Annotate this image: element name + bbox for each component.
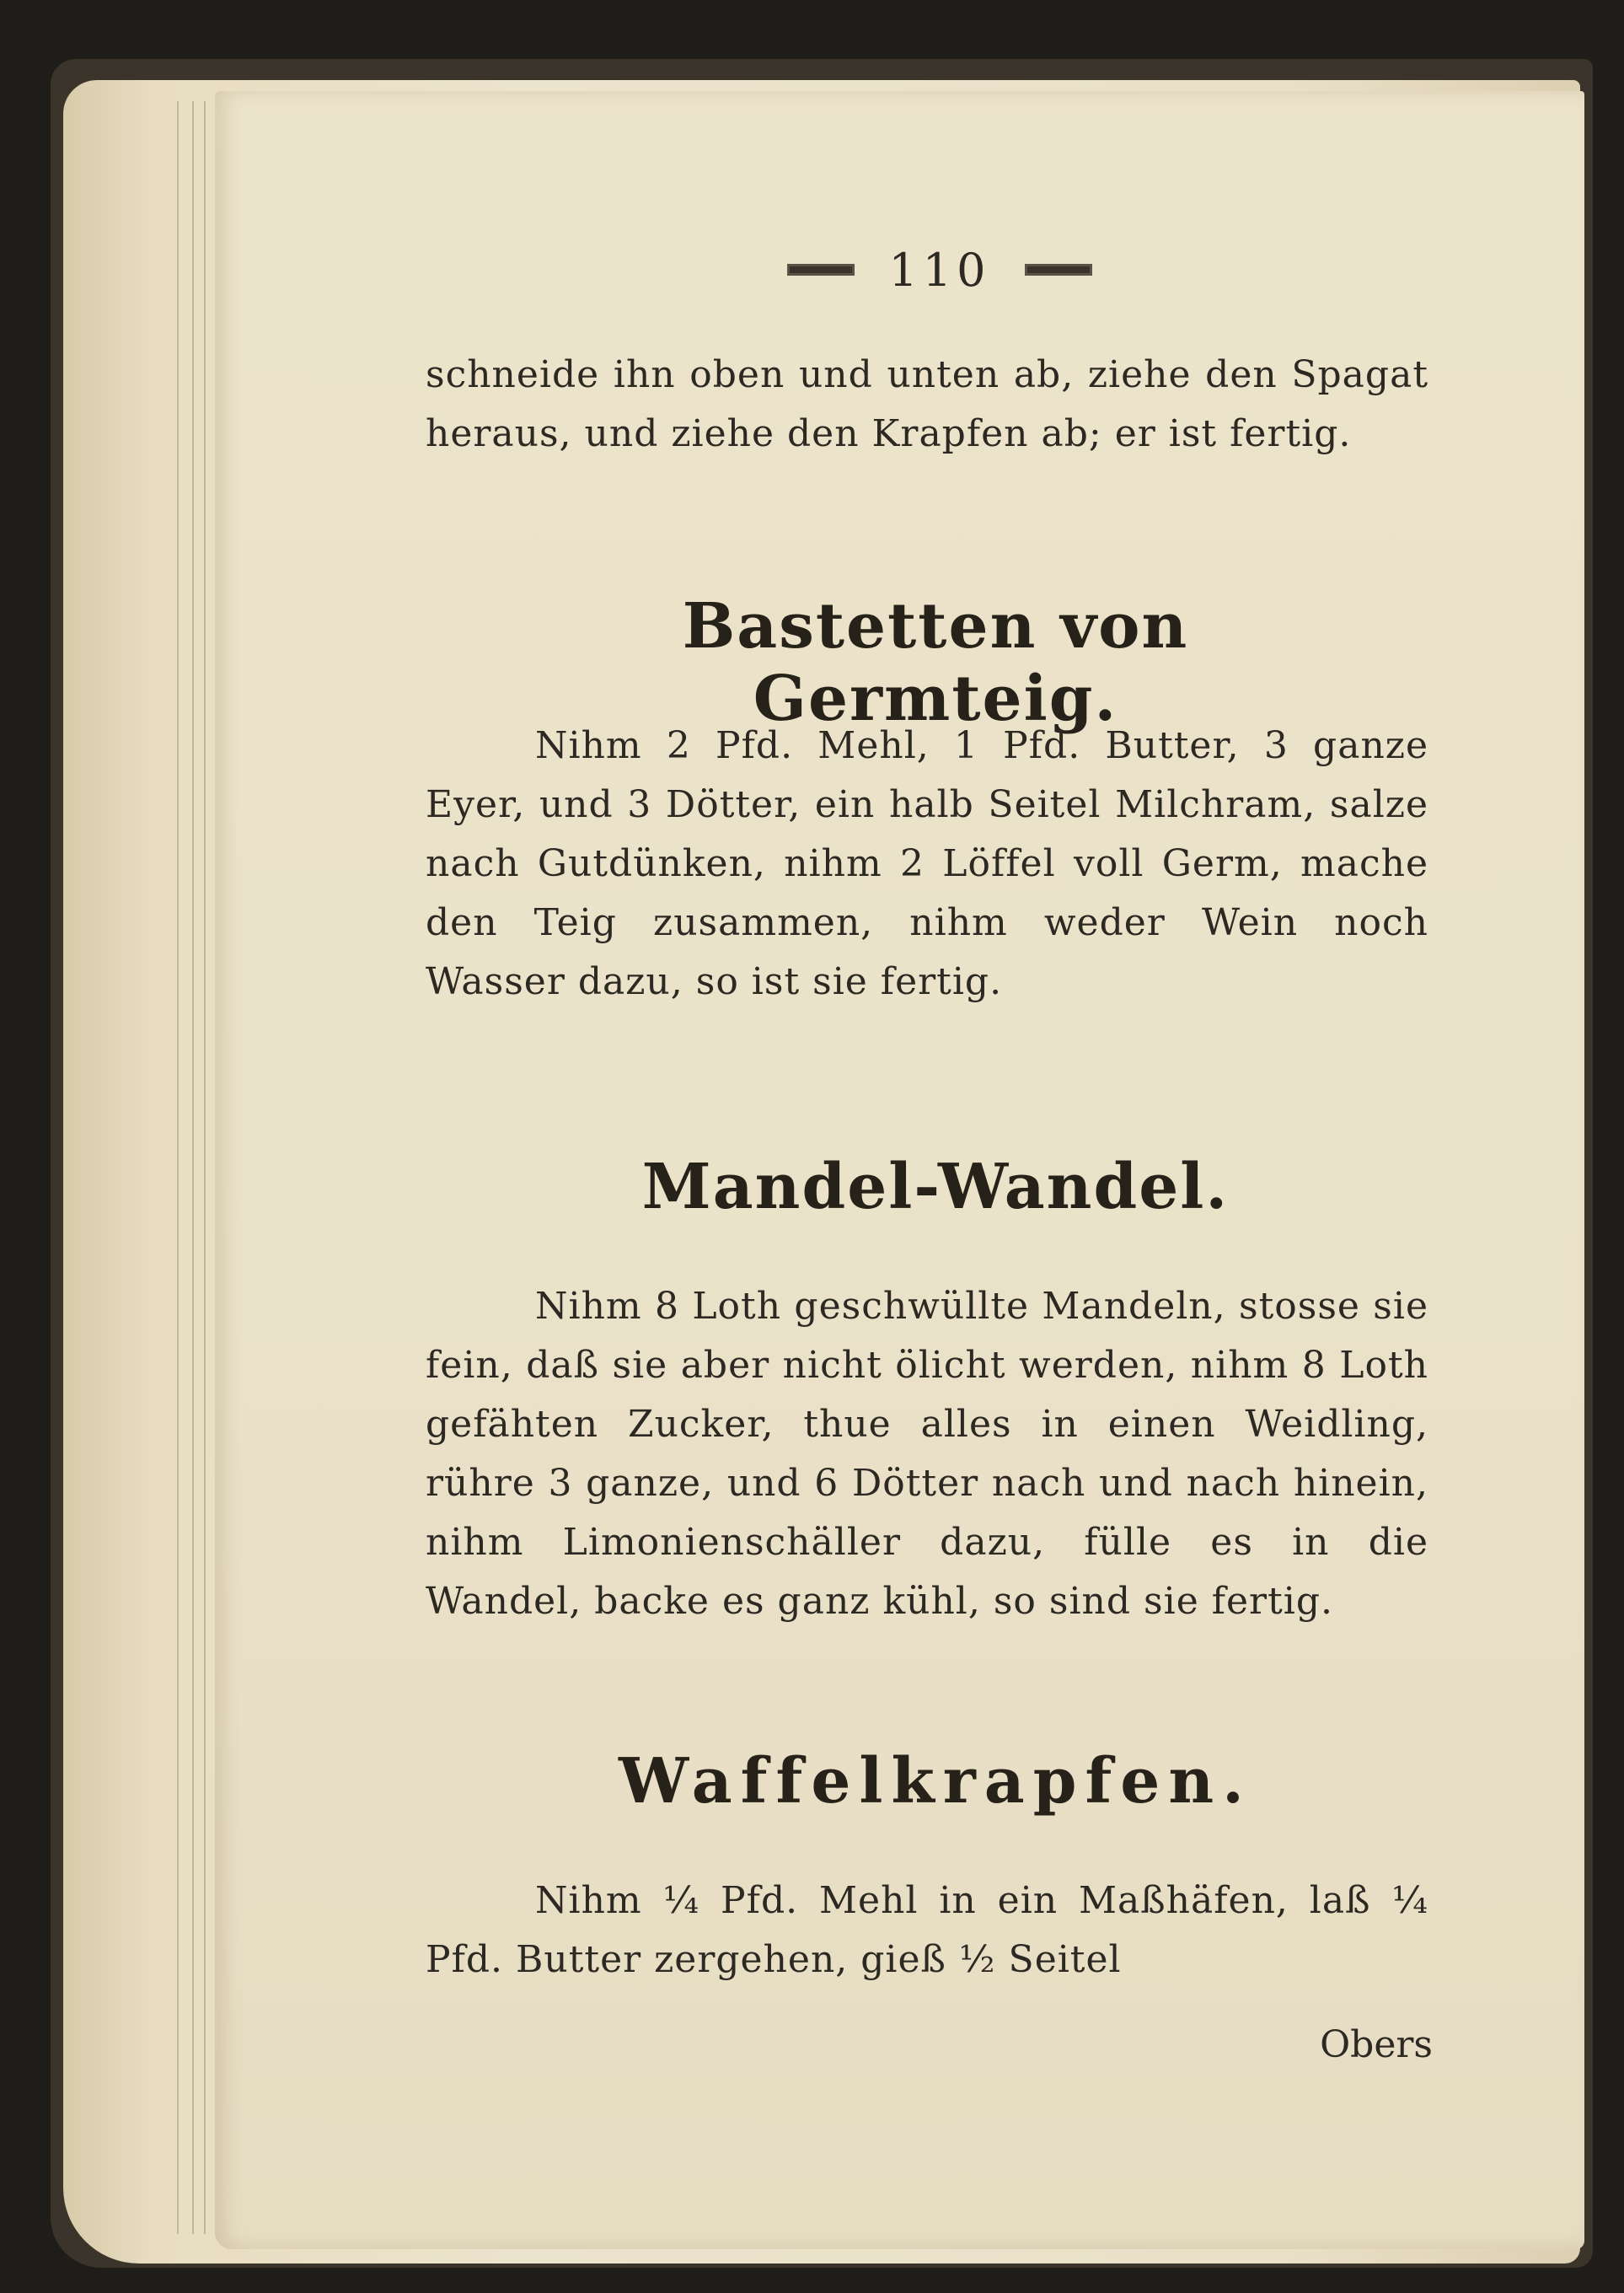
header-ornament-left (787, 264, 855, 276)
page-number: 110 (888, 243, 991, 297)
page-edge-line (192, 101, 194, 2234)
page-header (750, 240, 1129, 299)
recipe-heading-bastetten: Bastetten von Germteig. (682, 590, 1189, 735)
recipe-text-continued: schneide ihn oben und unten ab, ziehe den Spagat heraus, und ziehe den Krapfen ab; er ist fertig. (426, 353, 1428, 455)
recipe-text-mandel-wandel: Nihm 8 Loth geschwüllte Mandeln, stosse sie fein, daß sie aber nicht ölicht werden, nihm 8 Loth gefähten Zucker, thue alles in einen Weidling, rühre 3 ganze, und 6 Dötter nach und nach hinein, nihm Limonienschäller dazu, fülle es in die Wandel, backe es ganz kühl, so sind sie fertig. (426, 1285, 1428, 1623)
recipe-text-waffelkrapfen: Nihm ¼ Pfd. Mehl in ein Maßhäfen, laß ¼ Pfd. Butter zergehen, gieß ½ Seitel (426, 1879, 1428, 1981)
catchword: Obers (1320, 2023, 1433, 2066)
page-edge-line (204, 101, 206, 2234)
header-ornament-right (1025, 264, 1092, 276)
recipe-heading-mandel-wandel: Mandel-Wandel. (641, 1151, 1230, 1223)
page-edge-line (177, 101, 179, 2234)
recipe-text-bastetten: Nihm 2 Pfd. Mehl, 1 Pfd. Butter, 3 ganze Eyer, und 3 Dötter, ein halb Seitel Milchram, salze nach Gutdünken, nihm 2 Löffel voll Germ, mache den Teig zusammen, nihm weder Wein noch Wasser dazu, so ist sie fertig. (426, 724, 1428, 1003)
recipe-heading-waffelkrapfen: Waffelkrapfen. (619, 1745, 1252, 1818)
